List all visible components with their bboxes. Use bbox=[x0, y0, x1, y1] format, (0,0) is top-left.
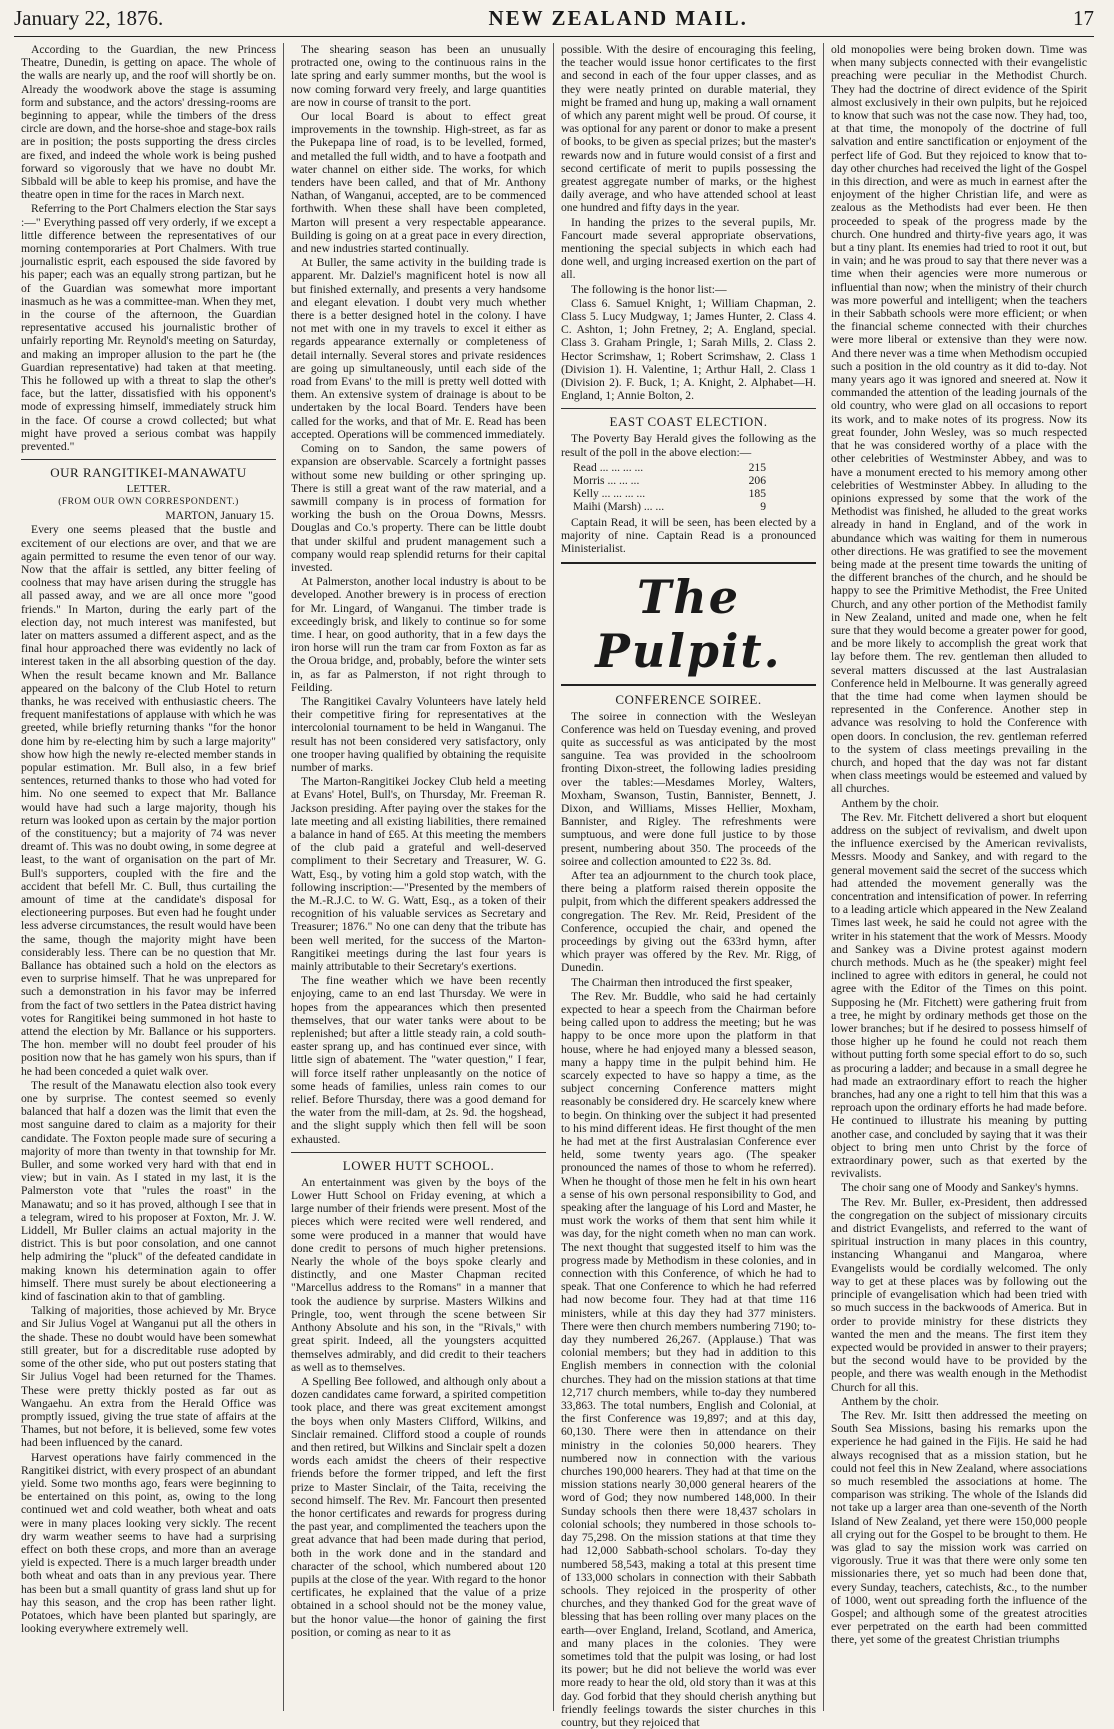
paragraph: The Rev. Mr. Fitchett delivered a short but eloquent address on the subject of revivalism, and dwelt upon the influence exercised by the American revivalists, Messrs. Moody and Sankey, and with regard to the general movement said the secret of the success which had attended the movement generally was the concentration and intensification of power. In referring to a leading article which appeared in the New Zealand Times last week, he said he could not agree with the writer in his statement that the work of Messrs. Moody and Sankey was a Divine protest against modern church methods. Much as he (the speaker) might feel inclined to agree with editors in general, he could not agree with the Editor of the Times on this point. Supposing he (Mr. Fitchett) were gathering fruit from a tree, he might by ordinary methods get those on the lower branches; but if he desired to possess himself of those higher up he found he could not reach them without putting forth some special effort to do so, such as procuring a ladder; and because in a small degree he had made an extraordinary effort to reach the higher branches, had any one a right to tell him that this was a reproach upon the ordinary efforts he had made before. He continued to illustrate his meaning by putting another case, and concluded by saying that it was their object to bring men unto Christ by the force of extraordinary power, such as that exerted by the revivalists. bbox=[831, 810, 1087, 1181]
paragraph: The Rangitikei Cavalry Volunteers have lately held their competitive firing for representatives at the intercolonial tournament to be held in Wanganui. The result has not been considered very satisfactory, only one trooper having qualified by obtaining the requisite number of marks. bbox=[291, 694, 546, 774]
dateline: MARTON, January 15. bbox=[165, 509, 274, 523]
paragraph: At Buller, the same activity in the building trade is apparent. Mr. Dalziel's magnificent hotel is now all but finished externally, and presents a very handsome and elegant elevation. I doubt very much whether there is a better designed hotel in the colony. I have not met with one in my travels to excel it either as regards appearance externally or completeness of detail internally. Several stores and private residences are going up simultaneously, until each side of the road from Evans' to the mill is pretty well dotted with them. An extensive system of drainage is about to be undertaken by the local Board. Tenders have been called for the works, and that of Mr. E. Read has been accepted. Operations will be commenced immediately. bbox=[291, 256, 546, 441]
paragraph: Every one seems pleased that the bustle and excitement of our elections are over, and that we are again permitted to resume the even tenor of our way. Now that the affair is settled, any bitter feeling of coolness that may have arisen during the struggle has all passed away, and we are all once more "good friends." In Marton, during the early part of the election day, not much interest was manifested, but later on matters assumed a different aspect, and as the final hour approached there was evidently no lack of interest taken in the all absorbing question of the day. When the result became known and Mr. Ballance appeared on the balcony of the Club Hotel to return thanks, he was received with enthusiastic cheers. The frequent manifestations of applause with which he was greeted, while briefly returning thanks "for the honor done him by re-electing him by such a large majority" show how high the newly re-elected member stands in popular estimation. Mr. Bull also, in a few brief sentences, returned thanks to those who had voted for him. No one seemed to expect that Mr. Ballance would have had such a large majority, though his return was looked upon as certain by the major portion of the constituency; but a majority of 74 was never dreamt of. This was no doubt owing, in some degree at least, to the want of organisation on the part of Mr. Bull's supporters, coupled with the fire and the accident that befell Mr. C. Bull, thus curtailing the amount of time at the candidate's disposal for electioneering purposes. But even had he fought under less adverse circumstances, the result would have been the same, though the majority might have been considerably less. There can be no question that Mr. Ballance has obtained such a hold on the electors as even to surprise himself. That he was unprepared for such a demonstration in his favor may be inferred from the fact of two settlers in the Patea district having votes for Rangitikei being summoned in hot haste to attend the election by Mr. Ballance or his supporters. The hon. member will no doubt feel prouder of his position now that he has gamely won his spurs, than if he had been conceded a quiet walk over. bbox=[21, 523, 276, 1078]
candidate-name: Kelly ... ... ... ... bbox=[573, 486, 646, 500]
paragraph: In handing the prizes to the several pupils, Mr. Fancourt made several appropriate observations, mentioning the special subjects in which each had done well, and urging increased exertion on the part of all. bbox=[561, 215, 816, 282]
article-heading: EAST COAST ELECTION. bbox=[561, 408, 816, 430]
masthead bbox=[14, 6, 1094, 37]
column-3 bbox=[554, 43, 824, 1729]
paragraph: A Spelling Bee followed, and although only about a dozen candidates came forward, a spirited competition took place, and there was great excitement amongst the boys when only Masters Clifford, Wilkins, and Sinclair remained. Clifford stood a couple of rounds and then retired, but Wilkins and Sinclair spelt a dozen words each amidst the cheers of their respective friends before the former tripped, and left the first prize to Master Sinclair, of the Taita, receiving the second himself. The Rev. Mr. Fancourt then presented the honor certificates and rewards for progress during the past year, and complimented the teachers upon the great advance that had been made during that period, both in the work done and in the standard and character of the school, which numbered about 120 pupils at the close of the year. With regard to the honor certificates, he explained that the value of a prize obtained in a school should not be the money value, but the honor value—the honor of gaining the first position, or coming as near to it as bbox=[291, 1374, 546, 1639]
article-heading: CONFERENCE SOIREE. bbox=[615, 691, 762, 707]
paragraph: After tea an adjournment to the church took place, there being a platform raised therein opposite the pulpit, from which the different speakers addressed the congregation. The Rev. Mr. Reid, President of the Conference, occupied the chair, and opened the proceedings by giving out the 633rd hymn, after which prayer was offered by the Rev. Mr. Rigg, of Dunedin. bbox=[561, 868, 816, 975]
article-subheading: LETTER. bbox=[126, 483, 171, 496]
article-heading: LOWER HUTT SCHOOL. bbox=[291, 1152, 546, 1174]
byline: (FROM OUR OWN CORRESPONDENT.) bbox=[58, 497, 239, 508]
paragraph: An entertainment was given by the boys of the Lower Hutt School on Friday evening, at which a large number of their friends were present. Most of the pieces which were recited were well rendered, and some were produced in a manner that would have done credit to persons of much higher pretensions. Nearly the whole of the boys spoke clearly and distinctly, and one Master Chapman recited "Marcellus address to the Romans" in a manner that took the audience by surprise. Masters Wilkins and Pringle, too, went through the scene between Sir Anthony Absolute and his son, in the "Rivals," with great spirit. Indeed, all the youngsters acquitted themselves admirably, and did credit to their teachers as well as to themselves. bbox=[291, 1175, 546, 1374]
paragraph: Harvest operations have fairly commenced in the Rangitikei district, with every prospect of an abundant yield. Some two months ago, fears were beginning to be entertained on this point, as, owing to the long continued wet and cold weather, both wheat and oats were in many places looking very sickly. The recent dry warm weather seems to have had a surprising effect on both these crops, and more than an average yield is expected. There is a much larger breadth under both wheat and oats than in any previous year. There has been but a small quantity of grass land shut up for hay this season, and the crop has been rather light. Potatoes, which have been planted but sparingly, are looking everywhere extremely well. bbox=[21, 1450, 276, 1636]
paragraph: Our local Board is about to effect great improvements in the township. High-street, as far as the Pukepapa line of road, is to be levelled, formed, and metalled the full width, and to have a footpath and water channel on either side. The works, for which tenders have been called, and that of Mr. Anthony Nathan, of Wanganui, accepted, are to be commenced forthwith. When these shall have been completed, Marton will present a very respectable appearance. Building is going on at a great pace in every direction, and new industries started continually. bbox=[291, 110, 546, 256]
newspaper-title: NEW ZEALAND MAIL. bbox=[488, 6, 748, 30]
column-1 bbox=[14, 43, 284, 1711]
paragraph: possible. With the desire of encouraging this feeling, the teacher would issue honor certificates to the first and second in each of the four upper classes, and as they were neatly printed on durable material, they might be framed and hung up, making a wall ornament of which any parent might well be proud. Of course, it was optional for any parent or donor to make a present of books, to be given as special prizes; but the master's rewards now and in future would consist of a first and second certificate of merit to pupils possessing the greatest aggregate number of marks, or the highest daily average, and who have attended school at least one hundred and fifty days in the year. bbox=[561, 43, 816, 215]
column-4 bbox=[824, 43, 1094, 1711]
poll-row bbox=[561, 461, 816, 474]
paragraph: Anthem by the choir. bbox=[841, 796, 939, 810]
candidate-votes: 215 bbox=[748, 460, 766, 474]
article-heading: OUR RANGITIKEI-MANAWATU bbox=[21, 459, 276, 481]
poll-row bbox=[561, 500, 816, 513]
section-title: The Pulpit. bbox=[595, 569, 782, 678]
paragraph: The fine weather which we have been recently enjoying, came to an end last Thursday. We were in hopes from the appearances which then presented themselves, that our water tanks were about to be replenished; but after a little steady rain, a cold south-easter sprang up, and has continued ever since, with little sign of abatement. The "water question," I fear, will force itself rather unpleasantly on the notice of some heads of families, unless rain comes to our relief. Before Thursday, there was a good demand for the water from the mill-dam, at 2s. 9d. the hogshead, and the slight supply which then fell will be soon exhausted. bbox=[291, 974, 546, 1146]
paragraph: Class 6. Samuel Knight, 1; William Chapman, 2. Class 5. Lucy Mudgway, 1; James Hunter, 2. Class 4. C. Ashton, 1; John Fretney, 2; A. England, special. Class 3. Graham Pringle, 1; Sarah Mills, 2. Class 2. Hector Scrimshaw, 1; Robert Scrimshaw, 2. Class 1 (Division 1). H. Valentine, 1; Arthur Hall, 2. Class 1 (Division 2). F. Buck, 1; A. Knight, 2. Alphabet—H. England, 1; Annie Bolton, 2. bbox=[561, 296, 816, 403]
paragraph: Captain Read, it will be seen, has been elected by a majority of nine. Captain Read is a pronounced Ministerialist. bbox=[561, 515, 816, 556]
paragraph: The Rev. Mr. Isitt then addressed the meeting on South Sea Missions, basing his remarks upon the experience he had gained in the Fijis. He said he had always recognised that as a mission station, but he could not feel this in New Zealand, where associations so much resembled the associations at home. The comparison was striking. The whole of the Islands did not take up a larger area than one-seventh of the North Island of New Zealand, yet there were 150,000 people all crying out for the Gospel to be brought to them. He was glad to say the mission work was carried on vigorously. True it was that there were only some ten missionaries there, yet so much had been done that, every Sunday, teachers, catechists, &c., to the number of 1000, went out spreading forth the influence of the Gospel; and although some of the greatest atrocities ever perpetrated on the earth had been committed there, yet some of the greatest Christian triumphs bbox=[831, 1408, 1087, 1647]
paragraph: Anthem by the choir. bbox=[841, 1394, 939, 1408]
paragraph: The soiree in connection with the Wesleyan Conference was held on Tuesday evening, and proved quite as successful as was anticipated by the most sanguine. Tea was provided in the schoolroom fronting Dixon-street, the following ladies presiding over the tables:—Mesdames Morley, Walters, Moxham, Swanson, Tustin, Bannister, Bennett, J. Dixon, and Williams, Misses Hellier, Moxham, Bannister, and Rigley. The refreshments were sumptuous, and were done full justice to by those present, numbering about 350. The proceeds of the soiree and collection amounted to £22 3s. 8d. bbox=[561, 709, 816, 868]
poll-table bbox=[561, 461, 816, 513]
poll-row bbox=[561, 487, 816, 500]
section-banner bbox=[561, 562, 816, 686]
poll-row bbox=[561, 474, 816, 487]
paragraph: The result of the Manawatu election also took every one by surprise. The contest seemed so evenly balanced that half a dozen was the limit that even the most sanguine dared to claim as a majority for their candidate. The Foxton people made sure of securing a majority of more than twenty in that township for Mr. Buller, and some worked very hard with that end in view; but in vain. As I stated in my last, it is the Palmerston vote that "rules the roast" in the Manawatu; and so it has proved, although I see that in a telegram, wired to his proposer at Foxton, Mr. J. W. Liddell, Mr Buller claims an actual majority in the district. This is but poor consolation, and one cannot help admiring the "pluck" of the defeated candidate in making known his determination again to offer himself. There must surely be about electioneering a kind of fascination akin to that of gambling. bbox=[21, 1078, 276, 1304]
paragraph: The Rev. Mr. Buller, ex-President, then addressed the congregation on the subject of missionary circuits and district Evangelists, and referred to the want of spiritual instruction in many places in this country, instancing Whanganui and Mangaroa, where Evangelists would be cordially welcomed. The only way to get at these places was by following out the principle of evangelisation which had been tried with so much success in the backwoods of America. But in order to provide ministry for these districts they wanted the men and the means. The first item they expected would be provided in answer to their prayers; but the second would have to be provided by the people, and there was wealth enough in the Methodist Church for all this. bbox=[831, 1195, 1087, 1394]
candidate-votes: 185 bbox=[748, 486, 766, 500]
candidate-votes: 206 bbox=[748, 473, 766, 487]
paragraph: At Palmerston, another local industry is about to be developed. Another brewery is in process of erection for Mr. Lingard, of Wanganui. The timber trade is exceedingly brisk, and likely to continue so for some time. I hear, on good authority, that in a few days the iron horse will run the tram car from Foxton as far as the Oroua bridge, and, probably, before the winter sets in, as far as Palmerston, if not right through to Feilding. bbox=[291, 575, 546, 694]
paragraph: The shearing season has been an unusually protracted one, owing to the continuous rains in the late spring and early summer months, but the wool is now coming forward very freely, and large quantities are now in course of transit to the port. bbox=[291, 43, 546, 109]
candidate-votes: 9 bbox=[760, 499, 766, 513]
paragraph: old monopolies were being broken down. Time was when many subjects connected with their evangelistic preaching were peculiar in the Methodist Church. They had the doctrine of direct evidence of the Spirit almost exclusively in their own pulpits, but he rejoiced to know that such was not the case now. They had, too, at that time, the monopoly of the doctrine of full salvation and entire sanctification or enjoyment of the perfect life of God. But they rejoiced to know that to-day other churches had received the light of the Gospel in this direction, and were as much in earnest after the enjoyment of the higher Christian life, and were as zealous as the Methodists had ever been. He then proceeded to speak of the progress made by the church. One hundred and thirty-five years ago, it was but a tiny plant. Its enemies had tried to root it out, but in vain; and he was proud to say that there never was a time when their agencies were more numerous or influential than now; when the ministry of their church was more powerful and intelligent; when the teachers in their Sabbath schools were more efficient; or when the financial scheme connected with their churches were more liberal or extensive than they were now. And there never was a time when Methodism occupied such a position in the old country as it did to-day. Not many years ago it was ignored and sneered at. Now it commanded the attention of the leading journals of the old country, who were glad on all occasions to report its work, and to make notes of its progress. Now its great founder, John Wesley, was so much respected that he was considered worthy of a place with the other celebrities of Westminster Abbey, and was to have a monument erected to his memory among other celebrities of Westminster Abbey. In alluding to the opinions expressed by some that the work of the Methodist was finished, he alluded to the great works already in hand in England, and of the work in abundance which was waiting for them in numerous other directions. He was gratified to see the movement being made at the present time towards the uniting of the different branches of the church, and he should be happy to see the Primitive Methodist, the Free United Church, and any other portion of the Methodist family in New Zealand, united and made one, when he felt sure that they would become a greater power for good, and be more likely to accomplish the great work that lay before them. The rev. gentleman then alluded to several matters discussed at the last Australasian Conference held in Melbourne. It was generally agreed that the time had come when laymen should be represented in the Conference. Another step in advance was resolving to hold the Conference with open doors. In conclusion, the rev. gentleman referred to the system of class meetings prevailing in the church, and hoped that the day was not far distant when class meetings would be esteemed and valued by all churches. bbox=[831, 43, 1087, 796]
issue-date: January 22, 1876. bbox=[14, 6, 164, 30]
candidate-name: Read ... ... ... ... bbox=[573, 460, 644, 474]
columns bbox=[14, 43, 1094, 1729]
column-2 bbox=[284, 43, 554, 1711]
paragraph: Referring to the Port Chalmers election the Star says :—" Everything passed off very orderly, if we except a little difference between the representatives of our morning contemporaries at Port Chalmers. With true journalistic esprit, each espoused the side favored by his paper; each was an equally strong partizan, but he of the Guardian was somewhat more important inasmuch as he was a committee-man. When they met, in the course of the afternoon, the Guardian representative accused his journalistic brother of unfairly reporting Mr. Reynold's meeting on Saturday, and making an improper allusion to the part he (the Guardian representative) had taken at that meeting. This he followed up with a threat to slap the other's face, but the latter, dissatisfied with his opponent's mode of expressing himself, immediately struck him in the face. Of course a crowd collected; but what might have proved a serious combat was happily prevented." bbox=[21, 202, 276, 454]
paragraph: The Chairman then introduced the first speaker, bbox=[571, 975, 793, 989]
paragraph: The following is the honor list:— bbox=[571, 282, 727, 296]
candidate-name: Maihi (Marsh) ... ... bbox=[573, 499, 665, 513]
paragraph: According to the Guardian, the new Princess Theatre, Dunedin, is getting on apace. The whole of the walls are nearly up, and the roof will shortly be on. Already the woodwork above the stage is assuming form and substance, and the actors' dressing-rooms are beginning to appear, while the timbers of the dress circle are down, and the horse-shoe and stage-box rails are in position; the posts supporting the dress circles are fixed, and indeed the whole work is being pushed forward so vigorously that we have no doubt Mr. Sibbald will be able to keep his promise, and have the theatre open in time for the races in March next. bbox=[21, 43, 276, 202]
paragraph: Coming on to Sandon, the same powers of expansion are observable. Scarcely a fortnight passes without some new building or other springing up. There is still a great want of the raw material, and a sawmill company is in process of formation for working the bush on the Oroua Downs, Messrs. Douglas and Co.'s property. There can be little doubt that under skilful and prudent management such a company would reap splendid returns for their capital invested. bbox=[291, 442, 546, 574]
paragraph: The Poverty Bay Herald gives the following as the result of the poll in the above election:— bbox=[561, 432, 816, 459]
paragraph: The choir sang one of Moody and Sankey's hymns. bbox=[841, 1181, 1079, 1195]
paragraph: The Rev. Mr. Buddle, who said he had certainly expected to hear a speech from the Chairman before being called upon to address the meeting; but he was happy to be once more upon the platform in that house, where he had enjoyed many a blessed season, many a happy time in the pulpit behind him. He scarcely expected to have so happy a time, as the subject concerning Conference matters might reasonably be considered dry. He scarcely knew where to begin. On thinking over the subject it had presented to his mind different ideas. He first thought of the men he had met at the first Australasian Conference ever held, some twenty years ago. (The speaker pronounced the names of those to whom he referred). When he thought of those men he felt in his own heart a sense of his own personal responsibility to God, and speaking after the language of his Lord and Master, he must work the works of them that sent him while it was day, for the night cometh when no man can work. The next thought that suggested itself to him was the progress made by Methodism in these colonies, and in connection with this Conference, of which he had to speak. That one Conference to which he had referred had now become four. They had at that time 116 ministers, while at this day they had 377 ministers. There were then church members numbering 7190; to-day they numbered 26,267. (Applause.) That was colonial members; but they had in addition to this English members in connection with the colonial churches. They had on the mission stations at that time 12,717 church members, while to-day they numbered 33,863. The total numbers, English and Colonial, at the first Conference was 19,897; and at this day, 60,130. There were then in attendance on their ministry in the colonies 50,000 hearers. They numbered now in connection with the various churches 190,000 hearers. They had at that time on the mission stations nearly 30,000 general hearers of the word of God; they now numbered 148,000. In their Sunday schools then there were 18,437 scholars in colonial schools; they numbered in those schools to-day 75,298. On the mission stations at that time they had 12,000 Sabbath-school scholars. To-day they numbered 58,543, making a total at this present time of 133,000 scholars in connection with their Sabbath schools. They rejoiced in the prosperity of other churches, and they thanked God for the great wave of blessing that has been rolling over many places on the earth—over England, Ireland, Scotland, and America, and many places in the colonies. They were sometimes told that the pulpit was losing, or had lost its power; but he did not believe the world was ever more ready to hear the old, old story than it was at this day. God forbid that they should cherish anything but friendly feelings towards the sister churches in this country, but they rejoiced that bbox=[561, 989, 816, 1729]
page-number: 17 bbox=[1073, 6, 1094, 30]
paragraph: The Marton-Rangitikei Jockey Club held a meeting at Evans' Hotel, Bull's, on Thursday, Mr. Freeman R. Jackson presiding. After paying over the stakes for the late meeting and all existing liabilities, there remained a balance in hand of £65. At this meeting the members of the club paid a grateful and well-deserved compliment to their Secretary and Treasurer, W. G. Watt, Esq., by voting him a gold stop watch, with the following inscription:—"Presented by the members of the M.-R.J.C. to W. G. Watt, Esq., as a token of their recognition of his valuable services as Secretary and Treasurer; 1876." No one can deny that the tribute has been well merited, for the success of the Marton-Rangitikei meetings during the last four years is mainly attributable to their Secretary's exertions. bbox=[291, 775, 546, 974]
candidate-name: Morris ... ... ... bbox=[573, 473, 640, 487]
paragraph: Talking of majorities, those achieved by Mr. Bryce and Sir Julius Vogel at Wanganui put all the others in the shade. These no doubt would have been somewhat still greater, but for a discreditable ruse adopted by some of the other side, who put out posters stating that Sir Julius Vogel had been returned for the Thames. These were pretty thickly posted as far out as Wangaehu. An extra from the Herald Office was promptly issued, giving the true state of affairs at the Thames, but not before, it is believed, some few votes had been influenced by the canard. bbox=[21, 1304, 276, 1450]
